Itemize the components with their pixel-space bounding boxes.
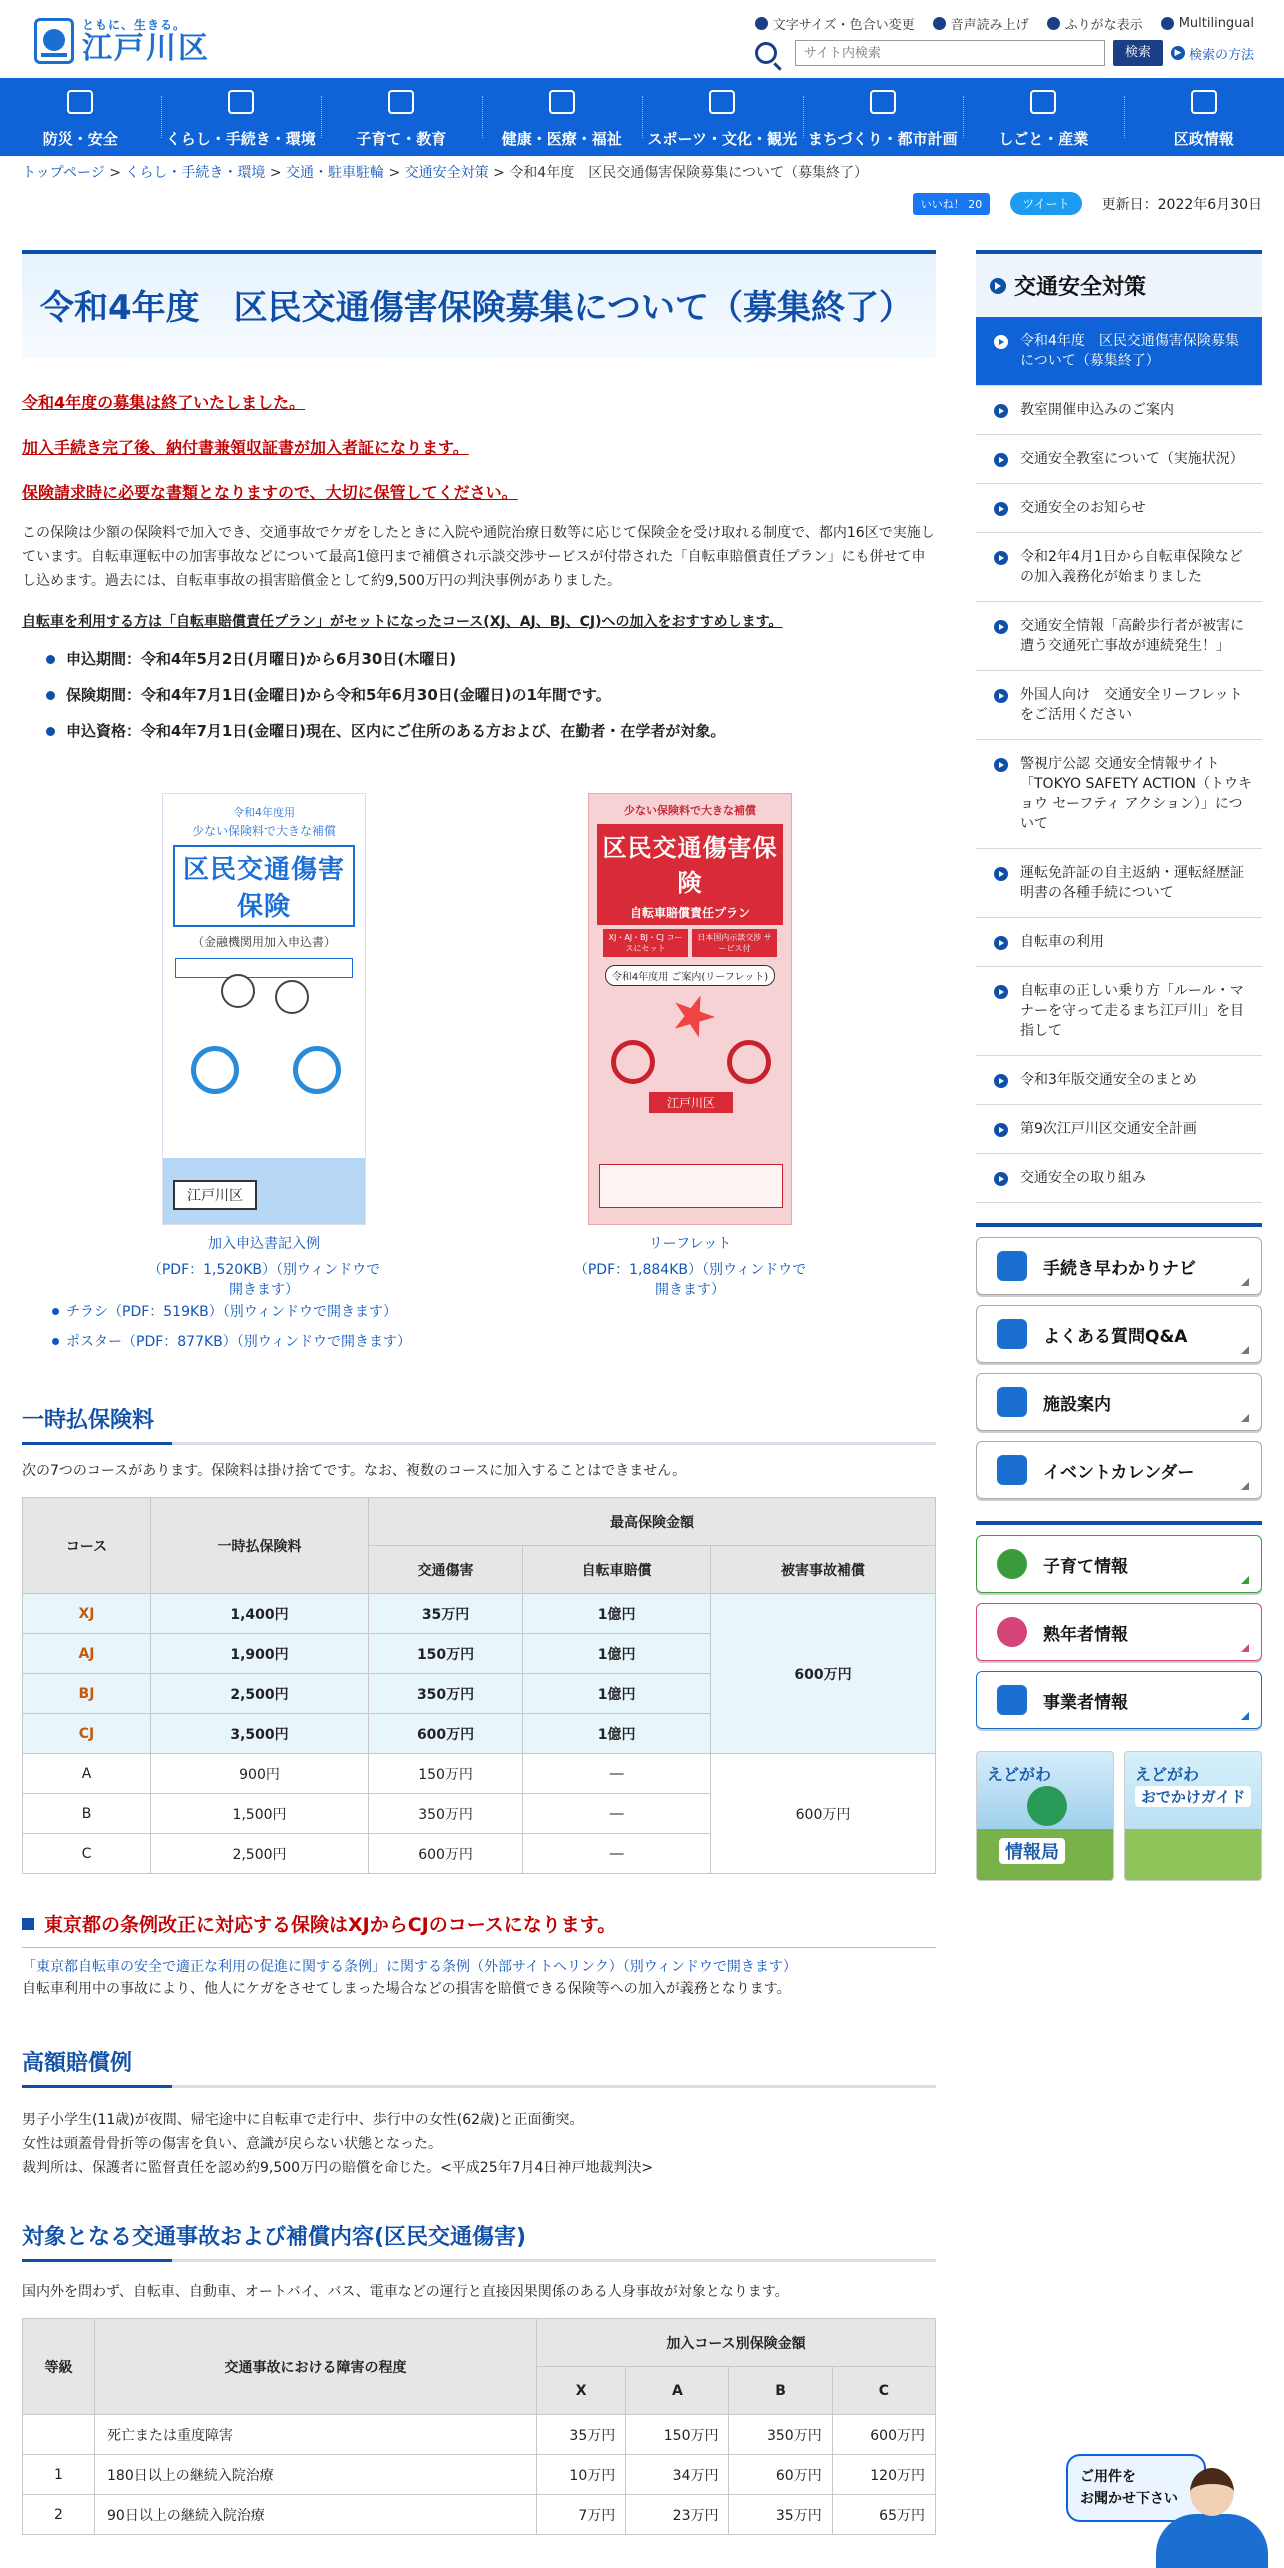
table-row: CJ 3,500円 600万円 1億円 (23, 1714, 936, 1754)
sidebar-item[interactable]: 外国人向け 交通安全リーフレットをご活用ください (976, 671, 1262, 740)
building-icon (997, 1387, 1027, 1417)
leaflet-link[interactable]: リーフレット (648, 1236, 732, 1252)
sidebar-item[interactable]: 運転免許証の自主返納・運転経歴証明書の各種手続について (976, 849, 1262, 918)
premium-table: コース 一時払保険料 最高保険金額 交通傷害 自転車賠償 被害事故補償 XJ 1,400円 35万円 1億円 600万円 AJ 1,900円 150万円 1億円 BJ 2,500円 350万円 1億円 CJ 3,500円 600万円 1億円 A 900円 150万円 ― 600万円 B 1,500円 350万円 ― C 2,500円 600万円 ― (22, 1497, 936, 1874)
list-item: 保険期間：令和4年7月1日(金曜日)から令和5年6月30日(金曜日)の1年間です。 (46, 677, 936, 713)
application-form-image[interactable]: 令和4年度用 少ない保険料で大きな補償 区民交通傷害保険 （金融機関用加入申込書） 江戸川区 (162, 793, 366, 1225)
search-button[interactable]: 検索 (1113, 40, 1163, 66)
search-input[interactable] (795, 40, 1105, 66)
search-help-link[interactable]: ▶ 検索の方法 (1171, 44, 1254, 63)
application-form-pdf-link[interactable]: （PDF：1,520KB）（別ウィンドウで開きます） (147, 1262, 381, 1298)
list-item: 申込期間：令和4年5月2日(月曜日)から6月30日(木曜日) (46, 641, 936, 677)
table-row: XJ 1,400円 35万円 1億円 600万円 (23, 1594, 936, 1634)
arrow-right-icon: ▶ (1171, 46, 1185, 60)
notice-closed: 令和4年度の募集は終了いたしました。 (22, 393, 306, 412)
lightbulb-icon (997, 1251, 1027, 1281)
faq-button[interactable]: よくある質問Q&A (976, 1305, 1262, 1363)
sidebar-banners (976, 1751, 1262, 1881)
premium-note: 次の7つのコースがあります。保険料は掛け捨てです。なお、複数のコースに加入することはできません。 (22, 1463, 687, 1479)
square-bullet-icon (22, 1918, 34, 1930)
recommend-text: 自転車を利用する方は「自転車賠償責任プラン」がセットになったコース(XJ、AJ、BJ、CJ)への加入をおすすめします。 (22, 614, 783, 630)
poster-pdf-link[interactable]: ポスター（PDF：877KB）（別ウィンドウで開きます） (52, 1327, 936, 1357)
gnav-city[interactable]: まちづくり・都市計画 (803, 78, 964, 156)
sidebar-item[interactable]: 交通安全情報「高齢歩行者が被害に遭う交通死亡事故が連続発生！」 (976, 602, 1262, 671)
collision-illustration (611, 974, 771, 1084)
edogawa-outing-banner[interactable]: えどがわ おでかけガイド (1124, 1751, 1262, 1881)
childcare-info-button[interactable]: 子育て情報 (976, 1535, 1262, 1593)
gnav-municipal[interactable]: 区政情報 (1124, 78, 1284, 156)
flyer-pdf-link[interactable]: チラシ（PDF：519KB）（別ウィンドウで開きます） (52, 1297, 936, 1327)
disaster-icon (67, 90, 93, 114)
family-icon (228, 90, 254, 114)
breadcrumb-link[interactable]: 交通安全対策 (404, 165, 489, 181)
highcase-text: 男子小学生(11歳)が夜間、帰宅途中に自転車で走行中、歩行中の女性(62歳)と正面衝突。 女性は頭蓋骨骨折等の傷害を負い、意識が戻らない状態となった。 裁判所は、保護者に監督責任を認め約9,500万円の賠償を命じた。<平成25年7月4日神戸地裁判決> (22, 2112, 654, 2176)
table-row: 2 90日以上の継続入院治療 7万円 23万円 35万円 65万円 (23, 2495, 936, 2535)
leaflet-fine-print (599, 1116, 783, 1127)
list-item: 申込資格：令和4年7月1日(金曜日)現在、区内にご住所のある方および、在勤者・在学者が対象。 (46, 713, 936, 749)
speaker-icon (933, 17, 946, 30)
senior-info-button[interactable]: 熟年者情報 (976, 1603, 1262, 1661)
table-row: C 2,500円 600万円 ― (23, 1834, 936, 1874)
util-furigana[interactable]: ふりがな表示 (1047, 14, 1143, 33)
title-box (22, 250, 936, 358)
meta-row (913, 192, 1262, 215)
site-header (0, 0, 1284, 78)
table-row: BJ 2,500円 350万円 1億円 (23, 1674, 936, 1714)
leaflet-image[interactable]: 少ない保険料で大きな補償 区民交通傷害保険 自転車賠償責任プラン XJ・AJ・BJ・CJ コースにセット 日本国内示談交渉 サービス付 令和4年度用 ご案内(リーフレット) 江戸川区 (588, 793, 792, 1225)
globe-icon (1027, 1786, 1067, 1826)
pdf-links (22, 1297, 936, 1357)
tweet-button[interactable]: ツイート (1010, 192, 1081, 215)
gnav-work[interactable]: しごと・産業 (963, 78, 1124, 156)
gear-icon (755, 17, 768, 30)
ordinance-text: 自転車利用中の事故により、他人にケガをさせてしまった場合などの損害を賠償できる保険等への加入が義務となります。 (22, 1981, 791, 1997)
child-icon (388, 90, 414, 114)
leaflet-pdf-link[interactable]: （PDF：1,884KB）（別ウィンドウで開きます） (573, 1262, 807, 1298)
accident-note: 国内外を問わず、自転車、自動車、オートバイ、バス、電車などの運行と直接因果関係のある人身事故が対象となります。 (22, 2284, 789, 2300)
sidebar-divider (976, 1223, 1262, 1227)
util-text-size[interactable]: 文字サイズ・色合い変更 (755, 14, 915, 33)
senior-icon (997, 1617, 1027, 1647)
ordinance-heading: 東京都の条例改正に対応する保険はXJからCJのコースになります。 (22, 1910, 936, 1948)
figure-leaflet (568, 793, 812, 1299)
sidebar-heading: 交通安全対策 (976, 250, 1262, 317)
form-fine-print (171, 1114, 361, 1125)
search-icon (755, 42, 777, 64)
table-row: 1 180日以上の継続入院治療 10万円 34万円 60万円 120万円 (23, 2455, 936, 2495)
sidebar-menu (976, 317, 1262, 1203)
breadcrumb: トップページ > くらし・手続き・環境 > 交通・駐車駐輪 > 交通安全対策 > 令和4年度 区民交通傷害保険募集について（募集終了） (22, 165, 868, 181)
leaf-icon (997, 1549, 1027, 1579)
utility-links (755, 14, 1254, 33)
premium-heading: 一時払保険料 (22, 1403, 936, 1445)
key-dates-list (22, 641, 936, 749)
breadcrumb-link[interactable]: 交通・駐車駐輪 (286, 165, 385, 181)
gnav-health[interactable]: 健康・医療・福祉 (482, 78, 643, 156)
business-info-button[interactable]: 事業者情報 (976, 1671, 1262, 1729)
util-read-aloud[interactable]: 音声読み上げ (933, 14, 1029, 33)
updated-date: 更新日：2022年6月30日 (1101, 196, 1262, 213)
site-logo[interactable] (34, 16, 210, 65)
gnav-sports[interactable]: スポーツ・文化・観光 (642, 78, 803, 156)
sidebar-item[interactable]: 自転車の正しい乗り方「ルール・マナーを守って走るまち江戸川」を目指して (976, 967, 1262, 1056)
breadcrumb-current: 令和4年度 区民交通傷害保険募集について（募集終了） (509, 165, 868, 181)
sports-icon (709, 90, 735, 114)
like-button[interactable]: いいね！ 20 (913, 193, 991, 215)
sidebar-item-current[interactable]: 令和4年度 区民交通傷害保険募集について（募集終了） (976, 317, 1262, 386)
sidebar-item[interactable]: 警視庁公認 交通安全情報サイト「TOKYO SAFETY ACTION（トウキョウ セーフティ アクション）」について (976, 740, 1262, 849)
sidebar-item[interactable]: 交通安全教室について（実施状況） (976, 435, 1262, 484)
office-icon (997, 1685, 1027, 1715)
event-calendar-button[interactable]: イベントカレンダー (976, 1441, 1262, 1499)
table-row: AJ 1,900円 150万円 1億円 (23, 1634, 936, 1674)
sidebar (976, 250, 1262, 1881)
chatbot-avatar[interactable] (1146, 2468, 1274, 2568)
sidebar-item[interactable]: 令和3年版交通安全のまとめ (976, 1056, 1262, 1105)
page-title: 令和4年度 区民交通傷害保険募集について（募集終了） (40, 288, 913, 328)
sidebar-item[interactable]: 教室開催申込みのご案内 (976, 386, 1262, 435)
figure-application (142, 793, 386, 1299)
chevron-circle-icon (990, 278, 1006, 294)
health-icon (549, 90, 575, 114)
notice-keep: 保険請求時に必要な書類となりますので、大切に保管してください。 (22, 483, 518, 502)
highcase-heading: 高額賠償例 (22, 2046, 936, 2088)
logo-tagline: ともに、生きる。 (82, 18, 187, 32)
table-row: A 900円 150万円 ― 600万円 (23, 1754, 936, 1794)
main-content (22, 250, 936, 2535)
cyclists-illustration (191, 974, 341, 1094)
work-icon (1030, 90, 1056, 114)
logo-mark-icon (34, 18, 74, 64)
sidebar-item[interactable]: 交通安全のお知らせ (976, 484, 1262, 533)
furigana-icon (1047, 17, 1060, 30)
edogawa-info-banner[interactable]: えどがわ 情報局 (976, 1751, 1114, 1881)
gnav-child[interactable]: 子育て・教育 (321, 78, 482, 156)
notice-certificate: 加入手続き完了後、納付書兼領収証書が加入者証になります。 (22, 438, 469, 457)
figure-area (22, 793, 936, 1298)
sidebar-item[interactable]: 自転車の利用 (976, 918, 1262, 967)
procedure-navi-button[interactable]: 手続き早わかりナビ (976, 1237, 1262, 1295)
facility-button[interactable]: 施設案内 (976, 1373, 1262, 1431)
leaflet-notice-box (599, 1164, 783, 1208)
intro-text: この保険は少額の保険料で加入でき、交通事故でケガをしたときに入院や通院治療日数等に応じて保険金を受け取れる制度で、都内16区で実施しています。自転車運転中の加害事故などについて最高1億円まで補償され示談交渉サービスが付帯された「自転車賠償責任プラン」にも併せて申し込めます。過去には、自転車事故の損害賠償金として約9,500万円の判決事例がありました。 (22, 525, 935, 589)
table-row: 死亡または重度障害 35万円 150万円 350万円 600万円 (23, 2415, 936, 2455)
sidebar-item[interactable]: 交通安全の取り組み (976, 1154, 1262, 1203)
chat-bubble-icon (997, 1319, 1027, 1349)
breadcrumb-link[interactable]: くらし・手続き・環境 (125, 165, 266, 181)
logo-name: 江戸川区 (82, 31, 210, 66)
util-multilingual[interactable]: Multilingual (1161, 14, 1254, 33)
application-form-link[interactable]: 加入申込書記入例 (208, 1236, 320, 1252)
sidebar-item[interactable]: 第9次江戸川区交通安全計画 (976, 1105, 1262, 1154)
municipal-icon (1191, 90, 1217, 114)
calendar-icon (997, 1455, 1027, 1485)
global-nav (0, 78, 1284, 156)
accident-heading: 対象となる交通事故および補償内容(区民交通傷害) (22, 2220, 936, 2262)
gnav-living[interactable]: くらし・手続き・環境 (161, 78, 322, 156)
gnav-disaster[interactable]: 防災・安全 (0, 78, 161, 156)
globe-icon (1161, 17, 1174, 30)
breadcrumb-link[interactable]: トップページ (22, 165, 105, 181)
city-icon (870, 90, 896, 114)
sidebar-divider (976, 1521, 1262, 1525)
search-area (755, 40, 1254, 66)
accident-table: 等級 交通事故における障害の程度 加入コース別保険金額 X A B C 死亡または重度障害 35万円 150万円 350万円 600万円 1 180日以上の継続入院治療 10万円 34万円 60万円 120万円 2 90日以上の継続入院治療 7万円 23万円 35万円 65万円 (22, 2318, 936, 2535)
table-row: B 1,500円 350万円 ― (23, 1794, 936, 1834)
chatbot-bubble[interactable]: ご用件を お聞かせ下さい (1066, 2454, 1206, 2522)
ordinance-link[interactable]: 「東京都自転車の安全で適正な利用の促進に関する条例」に関する条例（外部サイトへリンク）（別ウィンドウで開きます） (22, 1959, 797, 1975)
sidebar-item[interactable]: 令和2年4月1日から自転車保険などの加入義務化が始まりました (976, 533, 1262, 602)
